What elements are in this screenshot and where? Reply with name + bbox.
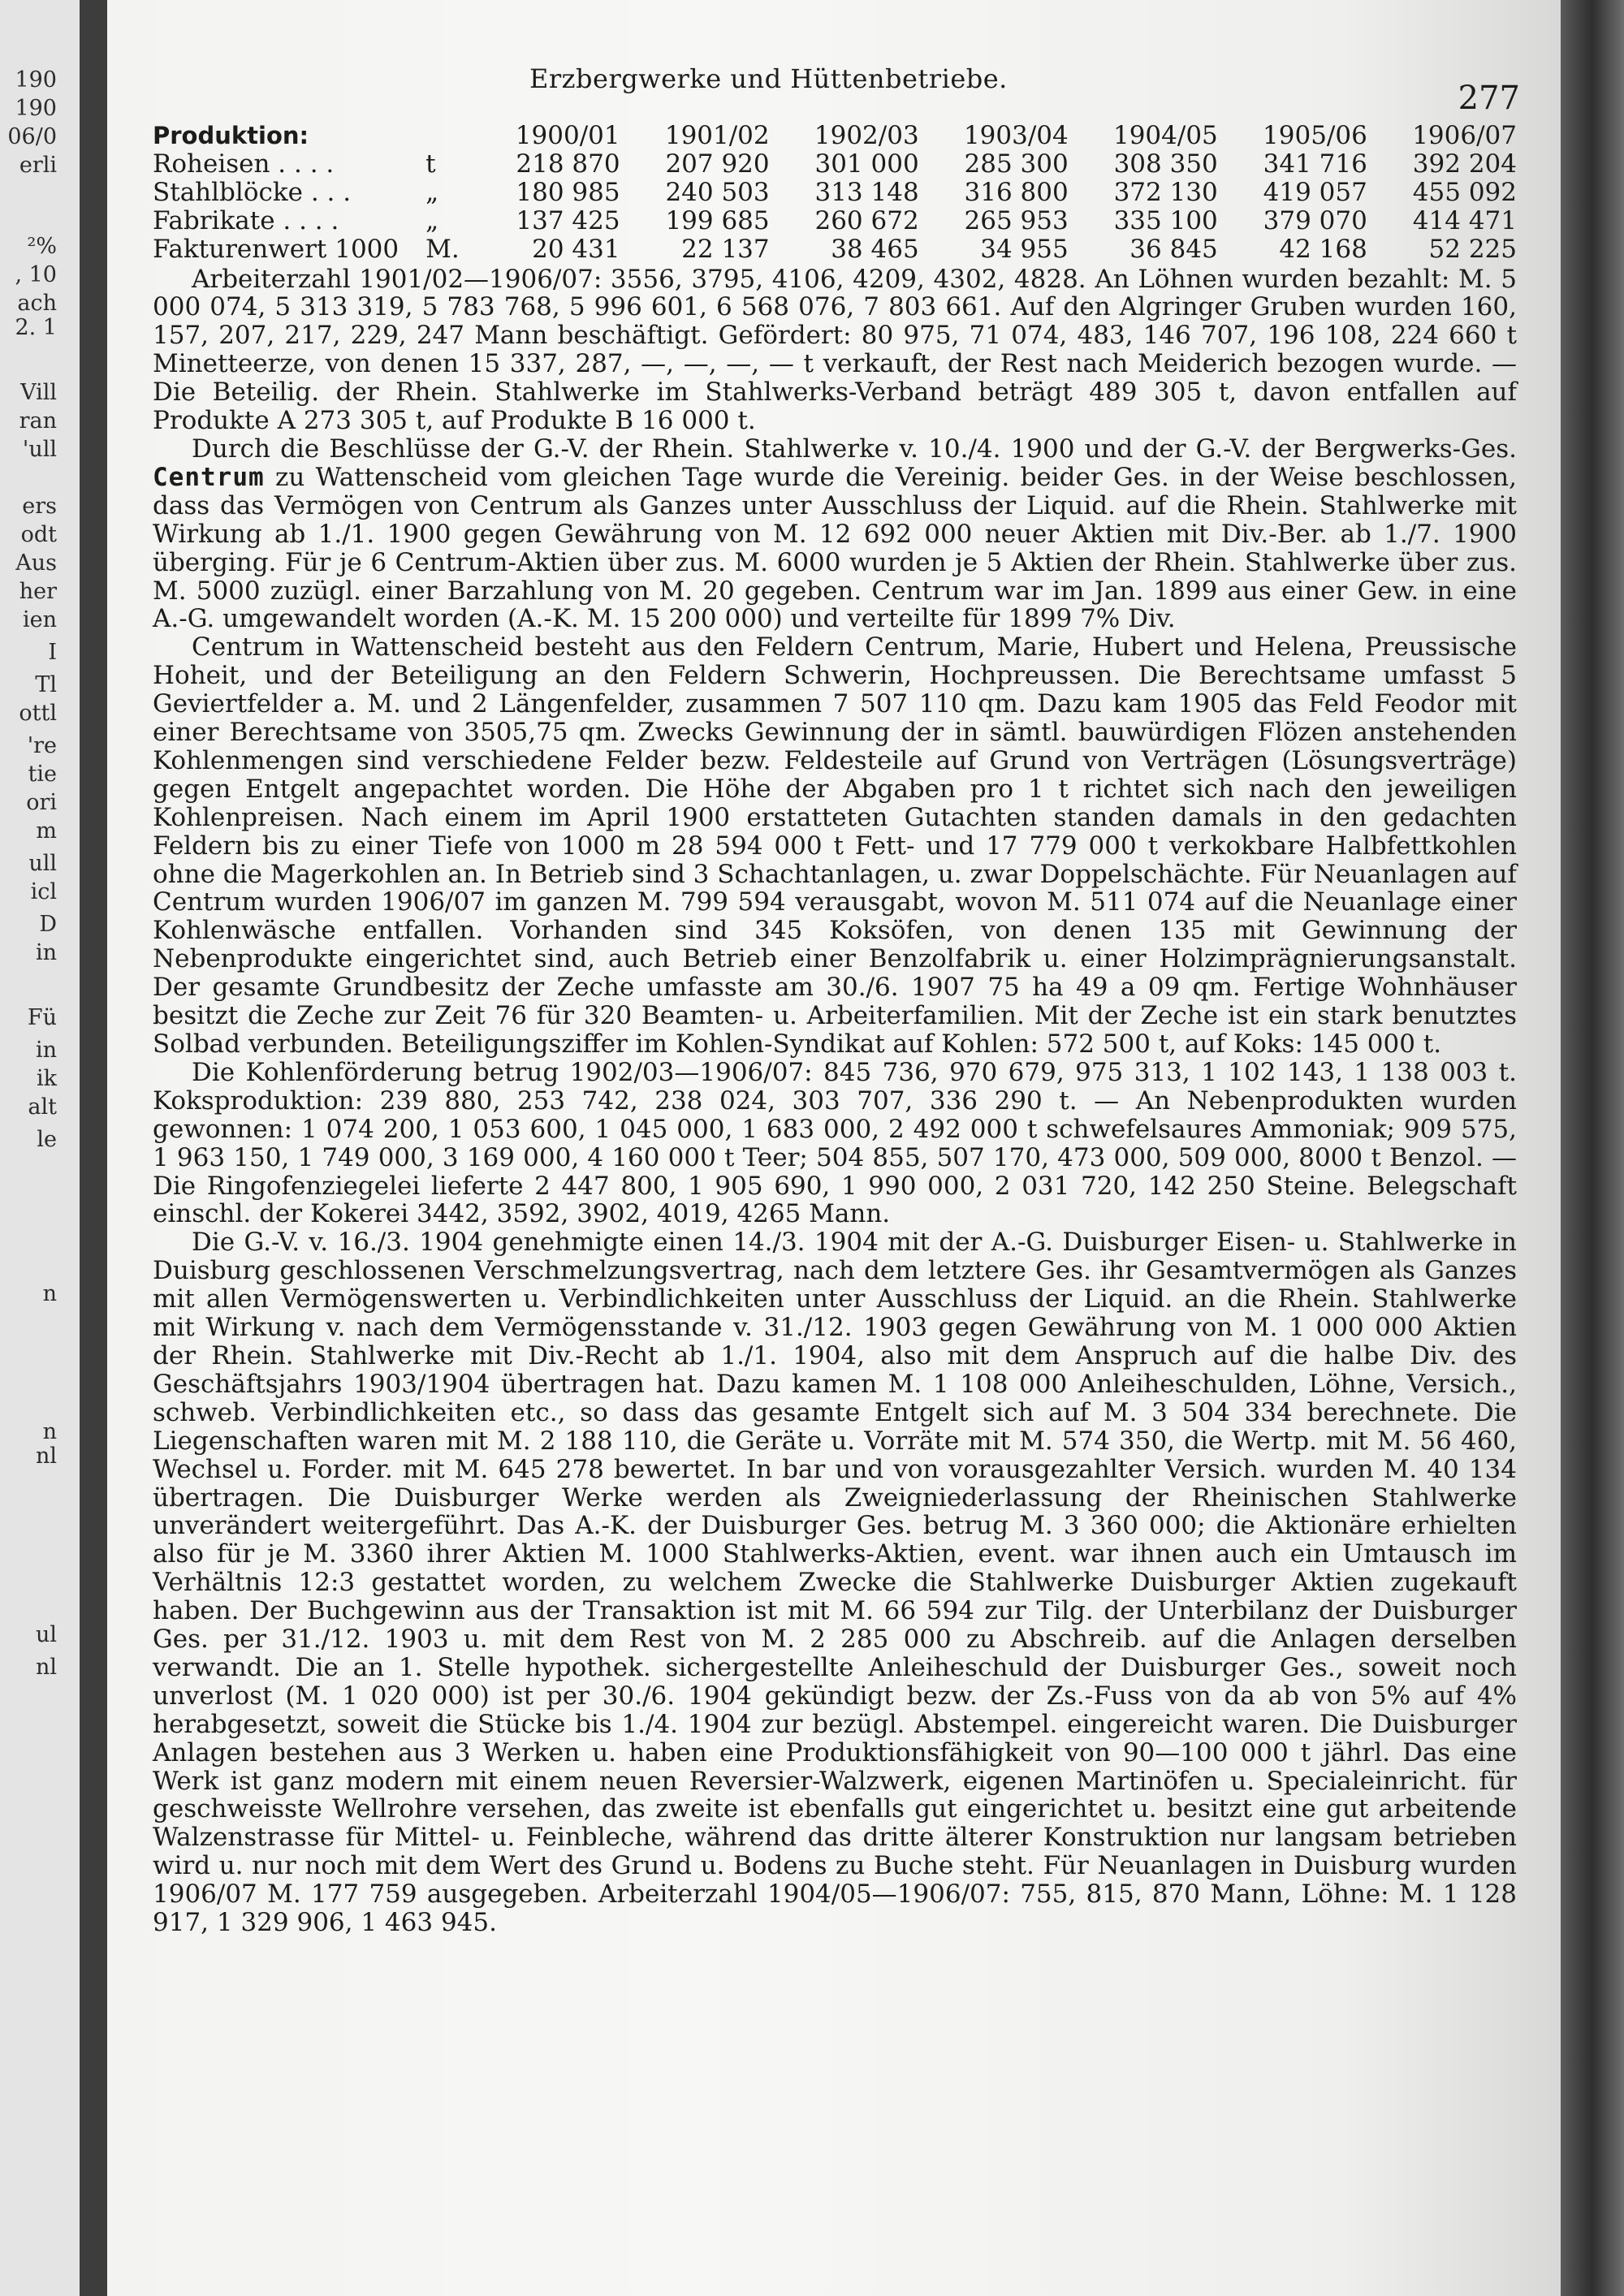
left-margin-fragment: nl — [35, 1444, 57, 1469]
left-margin-fragment: ran — [19, 408, 57, 434]
left-margin-fragment: 190 — [15, 96, 57, 121]
row-label: Fabrikate . . . . — [153, 205, 339, 235]
table-cell: 335 100 — [1113, 205, 1218, 235]
left-margin-fragment: n — [42, 1281, 57, 1306]
paragraph-coal-output: Die Kohlenförderung betrug 1902/03—1906/07: 845 736, 970 679, 975 313, 1 102 143, 1 138 003 t. Koksproduktion: 239 880, 253 742, 238 024, 303 707, 336 290 t. — An Nebenprodukten wurden gewonnen: 1 074 200, 1 053 600, 1 045 000, 1 683 000, 2 492 000 t schwefelsaures Ammoniak; 909 575, 1 963 150, 1 749 000, 3 169 000, 4 160 000 t Teer; 504 855, 507 170, 473 000, 509 000, 8000 t Benzol. — Die Ringofenziegelei lieferte 2 447 800, 1 905 690, 1 990 000, 2 031 720, 142 250 Steine. Belegschaft einschl. der Kokerei 3442, 3592, 3902, 4019, 4265 Mann. — [153, 1057, 1517, 1229]
page-body — [153, 122, 1517, 1937]
row-unit: „ — [425, 177, 439, 207]
table-cell: 36 845 — [1129, 234, 1218, 264]
table-cell: 42 168 — [1279, 234, 1367, 264]
year-header: 1905/06 — [1263, 121, 1367, 150]
paragraph-merger-centrum — [153, 435, 1517, 633]
left-margin-fragment: odt — [20, 522, 57, 547]
table-row — [153, 179, 1517, 207]
row-unit: t — [425, 149, 436, 179]
page-number: 277 — [1458, 80, 1520, 117]
year-header: 1902/03 — [814, 121, 919, 150]
table-cell: 316 800 — [964, 177, 1069, 207]
table-cell: 52 225 — [1428, 234, 1517, 264]
right-page-edge — [1561, 0, 1624, 2296]
row-label: Roheisen . . . . — [153, 149, 335, 179]
table-cell: 34 955 — [980, 234, 1069, 264]
table-cell: 218 870 — [516, 149, 620, 179]
left-page-margin — [0, 0, 80, 2296]
table-cell: 392 204 — [1412, 149, 1517, 179]
table-cell: 455 092 — [1412, 177, 1517, 207]
year-header: 1903/04 — [963, 121, 1069, 150]
left-margin-fragment: ers — [22, 494, 57, 519]
table-row — [153, 150, 1517, 179]
left-margin-fragment: n — [42, 1419, 57, 1444]
left-margin-fragment: ul — [35, 1622, 57, 1647]
left-margin-fragment: Aus — [15, 550, 57, 576]
left-margin-fragment: 're — [27, 733, 57, 758]
year-header: 1900/01 — [515, 121, 620, 150]
year-header: 1906/07 — [1412, 121, 1517, 150]
paragraph-workforce: Arbeiterzahl 1901/02—1906/07: 3556, 3795, 4106, 4209, 4302, 4828. An Löhnen wurden bezahlt: M. 5 000 074, 5 313 319, 5 783 768, 5 996 601, 6 568 076, 7 803 661. Auf den Algringer Gruben wurden 160, 157, 207, 217, 229, 247 Mann beschäftigt. Gefördert: 80 975, 71 074, 483, 146 707, 196 108, 224 660 t Minetteerze, von denen 15 337, 287, —, —, —, — t verkauft, der Rest nach Meiderich bezogen wurde. — Die Beteilig. der Rhein. Stahlwerke im Stahlwerks-Verband beträgt 489 305 t, davon entfallen auf Produkte A 273 305 t, auf Produkte B 16 000 t. — [153, 264, 1517, 436]
left-margin-fragment: , 10 — [15, 262, 57, 287]
left-margin-fragment: tie — [28, 762, 57, 787]
left-margin-fragment: I — [48, 640, 57, 665]
left-margin-fragment: alt — [28, 1094, 57, 1120]
document-page — [107, 0, 1561, 2296]
year-header: 1904/05 — [1112, 121, 1218, 150]
left-margin-fragment: 'ull — [22, 437, 57, 462]
left-margin-fragment: nl — [35, 1655, 57, 1680]
table-cell: 240 503 — [665, 177, 770, 207]
table-cell: 419 057 — [1263, 177, 1367, 207]
left-margin-fragment: 190 — [15, 67, 57, 93]
left-margin-fragment: erli — [19, 153, 57, 178]
table-cell: 199 685 — [665, 205, 770, 235]
table-cell: 313 148 — [814, 177, 919, 207]
left-margin-fragment: ottl — [19, 701, 57, 726]
left-margin-fragment: le — [37, 1127, 57, 1152]
production-header-row — [153, 122, 1517, 150]
row-unit: M. — [425, 234, 460, 264]
table-cell: 22 137 — [681, 234, 770, 264]
table-cell: 38 465 — [831, 234, 919, 264]
left-margin-fragment: 2. 1 — [15, 315, 57, 340]
table-cell: 285 300 — [964, 149, 1069, 179]
left-margin-fragment: ori — [26, 790, 57, 815]
company-name-centrum: Centrum — [153, 462, 265, 492]
left-margin-fragment: m — [36, 818, 57, 844]
table-cell: 20 431 — [532, 234, 620, 264]
running-head: Erzbergwerke und Hüttenbetriebe. — [529, 63, 1008, 94]
paragraph-centrum-fields: Centrum in Wattenscheid besteht aus den Feldern Centrum, Marie, Hubert und Helena, Preussische Hoheit, und der Beteiligung an den Feldern Schwerin, Hochpreussen. Die Berechtsame umfasst 5 Geviertfelder a. M. und 2 Längenfelder, zusammen 7 507 110 qm. Dazu kam 1905 das Feld Feodor mit einer Berechtsame von 3505,75 qm. Zwecks Gewinnung der in sämtl. bauwürdigen Flözen anstehenden Kohlenmengen sind verschiedene Felder bezw. Feldesteile auf Grund von Verträgen (Lösungsverträge) gegen Entgelt angepachtet worden. Die Höhe der Abgaben pro 1 t richtet sich nach den jeweiligen Kohlenpreisen. Nach einem im April 1900 erstatteten Gutachten standen damals in den gedachten Feldern bis zu einer Tiefe von 1000 m 28 594 000 t Fett- und 17 779 000 t verkokbare Halbfettkohlen ohne die Magerkohlen an. In Betrieb sind 3 Schachtanlagen, u. zwar Doppelschächte. Für Neuanlagen auf Centrum wurden 1906/07 im ganzen M. 799 594 verausgabt, wovon M. 511 074 auf die Neuanlage einer Kohlenwäsche entfallen. Vorhanden sind 345 Koksöfen, von denen 135 mit Gewinnung der Nebenprodukte eingerichtet sind, auch Betrieb einer Benzolfabrik u. einer Holzimprägnierungsanstalt. Der gesamte Grundbesitz der Zeche umfasste am 30./6. 1907 75 ha 49 a 09 qm. Fertige Wohnhäuser besitzt die Zeche zur Zeit 76 für 320 Beamten- u. Arbeiterfamilien. Mit der Zeche ist ein stark benutztes Solbad verbunden. Beteiligungsziffer im Kohlen-Syndikat auf Kohlen: 572 500 t, auf Koks: 145 000 t. — [153, 632, 1517, 1059]
table-cell: 137 425 — [516, 205, 620, 235]
left-margin-fragment: Vill — [20, 380, 57, 405]
paragraph-duisburg-merger: Die G.-V. v. 16./3. 1904 genehmigte einen 14./3. 1904 mit der A.-G. Duisburger Eisen- u. Stahlwerke in Duisburg geschlossenen Verschmelzungsvertrag, nach dem letztere Ges. ihr Gesamtvermögen als Ganzes mit allen Vermögenswerten u. Verbindlichkeiten unter Ausschluss der Liquid. an die Rhein. Stahlwerke mit Wirkung v. nach dem Vermögensstande v. 31./12. 1903 gegen Gewährung von M. 1 000 000 Aktien der Rhein. Stahlwerke mit Div.-Recht ab 1./1. 1904, also mit dem Anspruch auf die halbe Div. des Geschäftsjahrs 1903/1904 übertragen hat. Dazu kamen M. 1 108 000 Anleiheschulden, Löhne, Versich., schweb. Verbindlichkeiten etc., so dass das gesamte Entgelt sich auf M. 3 504 334 berechnete. Die Liegenschaften waren mit M. 2 188 110, die Geräte u. Vorräte mit M. 574 350, die Wertp. mit M. 56 460, Wechsel u. Forder. mit M. 645 278 bewertet. In bar und von vorausgezahlter Versich. wurden M. 40 134 übertragen. Die Duisburger Werke werden als Zweigniederlassung der Rheinischen Stahlwerke unverändert weitergeführt. Das A.-K. der Duisburger Ges. betrug M. 3 360 000; die Aktionäre erhielten also für je M. 3360 ihrer Aktien M. 1000 Stahlwerks-Aktien, event. war ihnen auch ein Umtausch im Verhältnis 12:3 gestattet worden, zu welchem Zwecke die Stahlwerke Duisburger Aktien zugekauft haben. Der Buchgewinn aus der Transaktion ist mit M. 66 594 zur Tilg. der Unterbilanz der Duisburger Ges. per 31./12. 1903 u. mit dem Rest von M. 2 285 000 zu Abschreib. auf die Anlagen derselben verwandt. Die an 1. Stelle hypothek. sichergestellte Anleiheschuld der Duisburger Ges., soweit noch unverlost (M. 1 020 000) ist per 30./6. 1904 gekündigt bezw. der Zs.-Fuss von da ab von 5% auf 4% herabgesetzt, soweit die Stücke bis 1./4. 1904 zur bezügl. Abstempel. eingereicht waren. Die Duisburger Anlagen bestehen aus 3 Werken u. haben eine Produktionsfähigkeit von 90—100 000 t jährl. Das eine Werk ist ganz modern mit einem neuen Reversier-Walzwerk, eigenen Martinöfen u. Specialeinricht. für geschweisste Wellrohre versehen, das zweite ist ebenfalls gut eingerichtet u. besitzt eine gut arbeitende Walzenstrasse für Mittel- u. Feinbleche, während das dritte älterer Konstruktion nur langsam betrieben wird u. nur noch mit dem Wert des Grund u. Bodens zu Buche steht. Für Neuanlagen in Duisburg wurden 1906/07 M. 177 759 ausgegeben. Arbeiterzahl 1904/05—1906/07: 755, 815, 870 Mann, Löhne: M. 1 128 917, 1 329 906, 1 463 945. — [153, 1228, 1517, 1938]
left-margin-fragment: ach — [17, 291, 57, 316]
left-margin-fragment: in — [35, 1038, 57, 1063]
table-row — [153, 235, 1517, 264]
left-margin-fragment: ik — [37, 1066, 57, 1091]
row-label: Fakturenwert 1000 — [153, 234, 400, 264]
left-margin-fragment: icl — [30, 879, 57, 904]
year-header: 1901/02 — [664, 121, 770, 150]
table-cell: 260 672 — [814, 205, 919, 235]
paragraph-text: zu Wattenscheid vom gleichen Tage wurde die Vereinig. beider Ges. in der Weise beschlossen, dass das Vermögen von Centrum als Ganzes unter Ausschluss der Liquid. auf die Rhein. Stahlwerke mit Wirkung ab 1./1. 1900 gegen Gewährung von M. 12 692 000 neuer Aktien mit Div.-Ber. ab 1./7. 1900 überging. Für je 6 Centrum-Aktien über zus. M. 6000 wurden je 5 Aktien der Rhein. Stahlwerke über zus. M. 5000 zuzügl. einer Barzahlung von M. 20 gegeben. Centrum war im Jan. 1899 aus einer Gew. in eine A.-G. umgewandelt worden (A.-K. M. 15 200 000) und verteilte für 1899 7% Div. — [153, 462, 1517, 634]
left-margin-fragment: ²% — [27, 234, 57, 259]
left-margin-fragment: D — [39, 912, 57, 937]
table-cell: 308 350 — [1113, 149, 1218, 179]
left-margin-fragment: her — [19, 579, 57, 604]
paragraph-text: Durch die Beschlüsse der G.-V. der Rhein. Stahlwerke v. 10./4. 1900 und der G.-V. der Bergwerks-Ges. — [192, 434, 1517, 464]
production-heading: Produktion: — [153, 122, 309, 149]
table-row — [153, 207, 1517, 235]
table-cell: 265 953 — [964, 205, 1069, 235]
row-unit: „ — [425, 205, 439, 235]
table-cell: 301 000 — [814, 149, 919, 179]
left-page-gutter — [80, 0, 107, 2296]
left-margin-fragment: ien — [22, 607, 57, 632]
left-margin-fragment: ull — [28, 851, 57, 876]
table-cell: 414 471 — [1412, 205, 1517, 235]
row-label: Stahlblöcke . . . — [153, 177, 352, 207]
table-cell: 341 716 — [1263, 149, 1367, 179]
table-cell: 379 070 — [1263, 205, 1367, 235]
production-table — [153, 122, 1517, 264]
left-margin-fragment: Fü — [27, 1005, 57, 1030]
table-cell: 180 985 — [516, 177, 620, 207]
left-margin-fragment: in — [35, 940, 57, 965]
left-margin-fragment: Tl — [35, 672, 57, 697]
table-cell: 207 920 — [665, 149, 770, 179]
table-cell: 372 130 — [1113, 177, 1218, 207]
left-margin-fragment: 06/0 — [7, 124, 57, 149]
